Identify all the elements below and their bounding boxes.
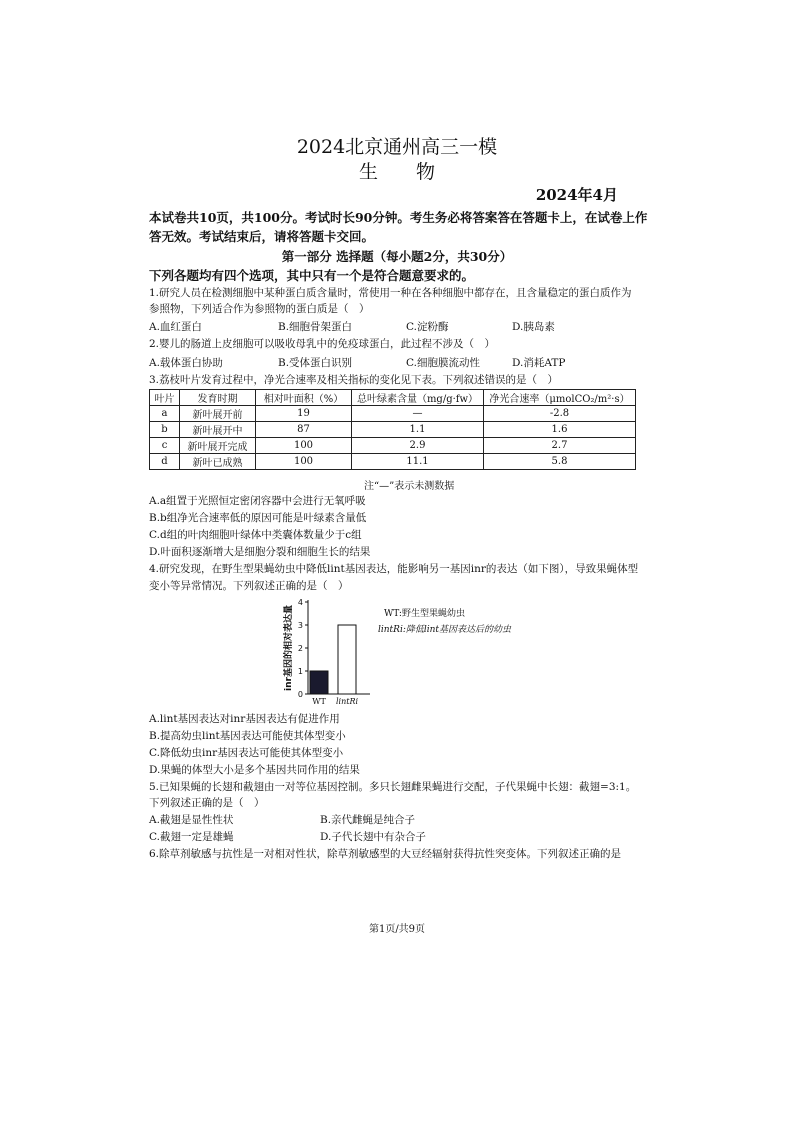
q3-data-table (149, 389, 636, 470)
y-tick-label: 0 (297, 690, 303, 699)
y-tick-label: 4 (297, 598, 303, 607)
y-tick-label: 1 (297, 667, 303, 676)
q3-table-note: 注“—”表示未测数据 (364, 481, 455, 492)
table-row (150, 406, 636, 422)
q4-option-a: A.lint基因表达对inr基因表达有促进作用 (149, 713, 340, 725)
table-cell: 新叶已成熟 (180, 454, 256, 470)
q2-option-c: C.细胞膜流动性 (406, 357, 480, 369)
table-cell: d (150, 454, 180, 470)
table-header-cell: 叶片 (150, 390, 180, 406)
table-header-cell: 总叶绿素含量（mg/g·fw） (352, 390, 484, 406)
q4-option-c: C.降低幼虫inr基因表达可能使其体型变小 (149, 747, 344, 759)
table-cell: 1.6 (484, 422, 636, 438)
table-cell: 2.7 (484, 438, 636, 454)
x-axis-categories (312, 697, 358, 706)
y-tick-label: 3 (297, 621, 303, 630)
part1-intro: 下列各题均有四个选项，其中只有一个是符合题意要求的。 (149, 268, 475, 283)
table-cell: 新叶展开前 (180, 406, 256, 422)
y-axis-label: inr基因的相对表达量 (284, 605, 294, 691)
table-cell: 新叶展开完成 (180, 438, 256, 454)
q3-option-d: D.叶面积逐渐增大是细胞分裂和细胞生长的结果 (149, 546, 371, 558)
table-cell: c (150, 438, 180, 454)
table-row (150, 422, 636, 438)
q4-stem-line-2: 变小等异常情况。下列叙述正确的是（ ） (149, 580, 349, 592)
bar-wt (310, 671, 328, 694)
legend-entry-lintri: lintRi:降低lint基因表达后的幼虫 (378, 625, 512, 635)
chart-bars (310, 625, 356, 694)
q1-stem-line-2: 参照物，下列适合作为参照物的蛋白质是（ ） (149, 303, 370, 315)
q5-option-c: C.截翅一定是雄蝇 (149, 831, 234, 843)
instructions-line-1: 本试卷共10页，共100分。考试时长90分钟。考生务必将答案答在答题卡上，在试卷上作 (149, 210, 648, 225)
table-cell: 1.1 (352, 422, 484, 438)
table-cell: — (352, 406, 484, 422)
q3-stem: 3.荔枝叶片发育过程中，净光合速率及相关指标的变化见下表。下列叙述错误的是（ ） (149, 374, 559, 386)
table-cell: 11.1 (352, 454, 484, 470)
q5-option-a: A.截翅是显性性状 (149, 814, 234, 826)
exam-date: 2024年4月 (535, 186, 618, 204)
q1-option-a: A.血红蛋白 (149, 321, 202, 333)
q4-option-b: B.提高幼虫lint基因表达可能使其体型变小 (149, 730, 346, 742)
q2-stem: 2.婴儿的肠道上皮细胞可以吸收母乳中的免疫球蛋白，此过程不涉及（ ） (149, 338, 496, 350)
y-tick-label: 2 (297, 644, 303, 653)
bar-lintri (338, 625, 356, 694)
q1-option-d: D.胰岛素 (512, 321, 555, 333)
table-cell: a (150, 406, 180, 422)
q3-option-b: B.b组净光合速率低的原因可能是叶绿素含量低 (149, 512, 367, 524)
table-header-cell: 相对叶面积（%） (256, 390, 352, 406)
table-cell: -2.8 (484, 406, 636, 422)
table-header-cell: 净光合速率（μmolCO₂/m²·s） (484, 390, 636, 406)
q3-option-a: A.a组置于光照恒定密闭容器中会进行无氧呼吸 (149, 495, 366, 507)
q5-stem-line-1: 5.已知果蝇的长翅和截翅由一对等位基因控制。多只长翅雌果蝇进行交配，子代果蝇中长翅：截翅=3:1。 (149, 781, 637, 793)
instructions-line-2: 答无效。考试结束后，请将答题卡交回。 (149, 229, 375, 244)
page-number: 第1页/共9页 (368, 924, 426, 935)
part1-title: 第一部分 选择题（每小题2分，共30分） (281, 249, 513, 264)
legend-entry-wt: WT:野生型果蝇幼虫 (384, 609, 465, 619)
table-cell: 19 (256, 406, 352, 422)
q3-option-c: C.d组的叶肉细胞叶绿体中类囊体数量少于c组 (149, 529, 362, 541)
q2-option-a: A.载体蛋白协助 (149, 357, 223, 369)
q4-option-d: D.果蝇的体型大小是多个基因共同作用的结果 (149, 764, 360, 776)
inr-expression-bar-chart (278, 594, 528, 710)
q5-option-d: D.子代长翅中有杂合子 (320, 831, 426, 843)
y-axis-ticks (298, 598, 308, 699)
exam-title: 2024北京通州高三一模 (296, 136, 498, 158)
subject-title: 生 物 (358, 161, 435, 183)
table-cell: 5.8 (484, 454, 636, 470)
table-cell: b (150, 422, 180, 438)
q2-option-d: D.消耗ATP (512, 357, 566, 369)
table-row (150, 438, 636, 454)
q5-option-b: B.亲代雌蝇是纯合子 (320, 814, 416, 826)
q1-option-b: B.细胞骨架蛋白 (278, 321, 353, 333)
table-header-cell: 发育时期 (180, 390, 256, 406)
table-cell: 2.9 (352, 438, 484, 454)
table-cell: 100 (256, 438, 352, 454)
q6-stem: 6.除草剂敏感与抗性是一对相对性状，除草剂敏感型的大豆经辐射获得抗性突变体。下列叙述正确的是 (149, 848, 622, 860)
x-category-label: WT (312, 697, 326, 706)
q4-stem-line-1: 4.研究发现，在野生型果蝇幼虫中降低lint基因表达，能影响另一基因inr的表达（如下图），导致果蝇体型 (149, 563, 639, 575)
table-row (150, 454, 636, 470)
table-header-row (150, 390, 636, 406)
table-cell: 新叶展开中 (180, 422, 256, 438)
table-cell: 87 (256, 422, 352, 438)
table-cell: 100 (256, 454, 352, 470)
q1-option-c: C.淀粉酶 (406, 321, 449, 333)
x-category-label: lintRi (335, 697, 359, 706)
q2-option-b: B.受体蛋白识别 (278, 357, 353, 369)
q1-stem-line-1: 1.研究人员在检测细胞中某种蛋白质含量时，常使用一种在各种细胞中都存在，且含量稳定的蛋白质作为 (149, 287, 632, 299)
q5-stem-line-2: 下列叙述正确的是（ ） (149, 797, 265, 809)
